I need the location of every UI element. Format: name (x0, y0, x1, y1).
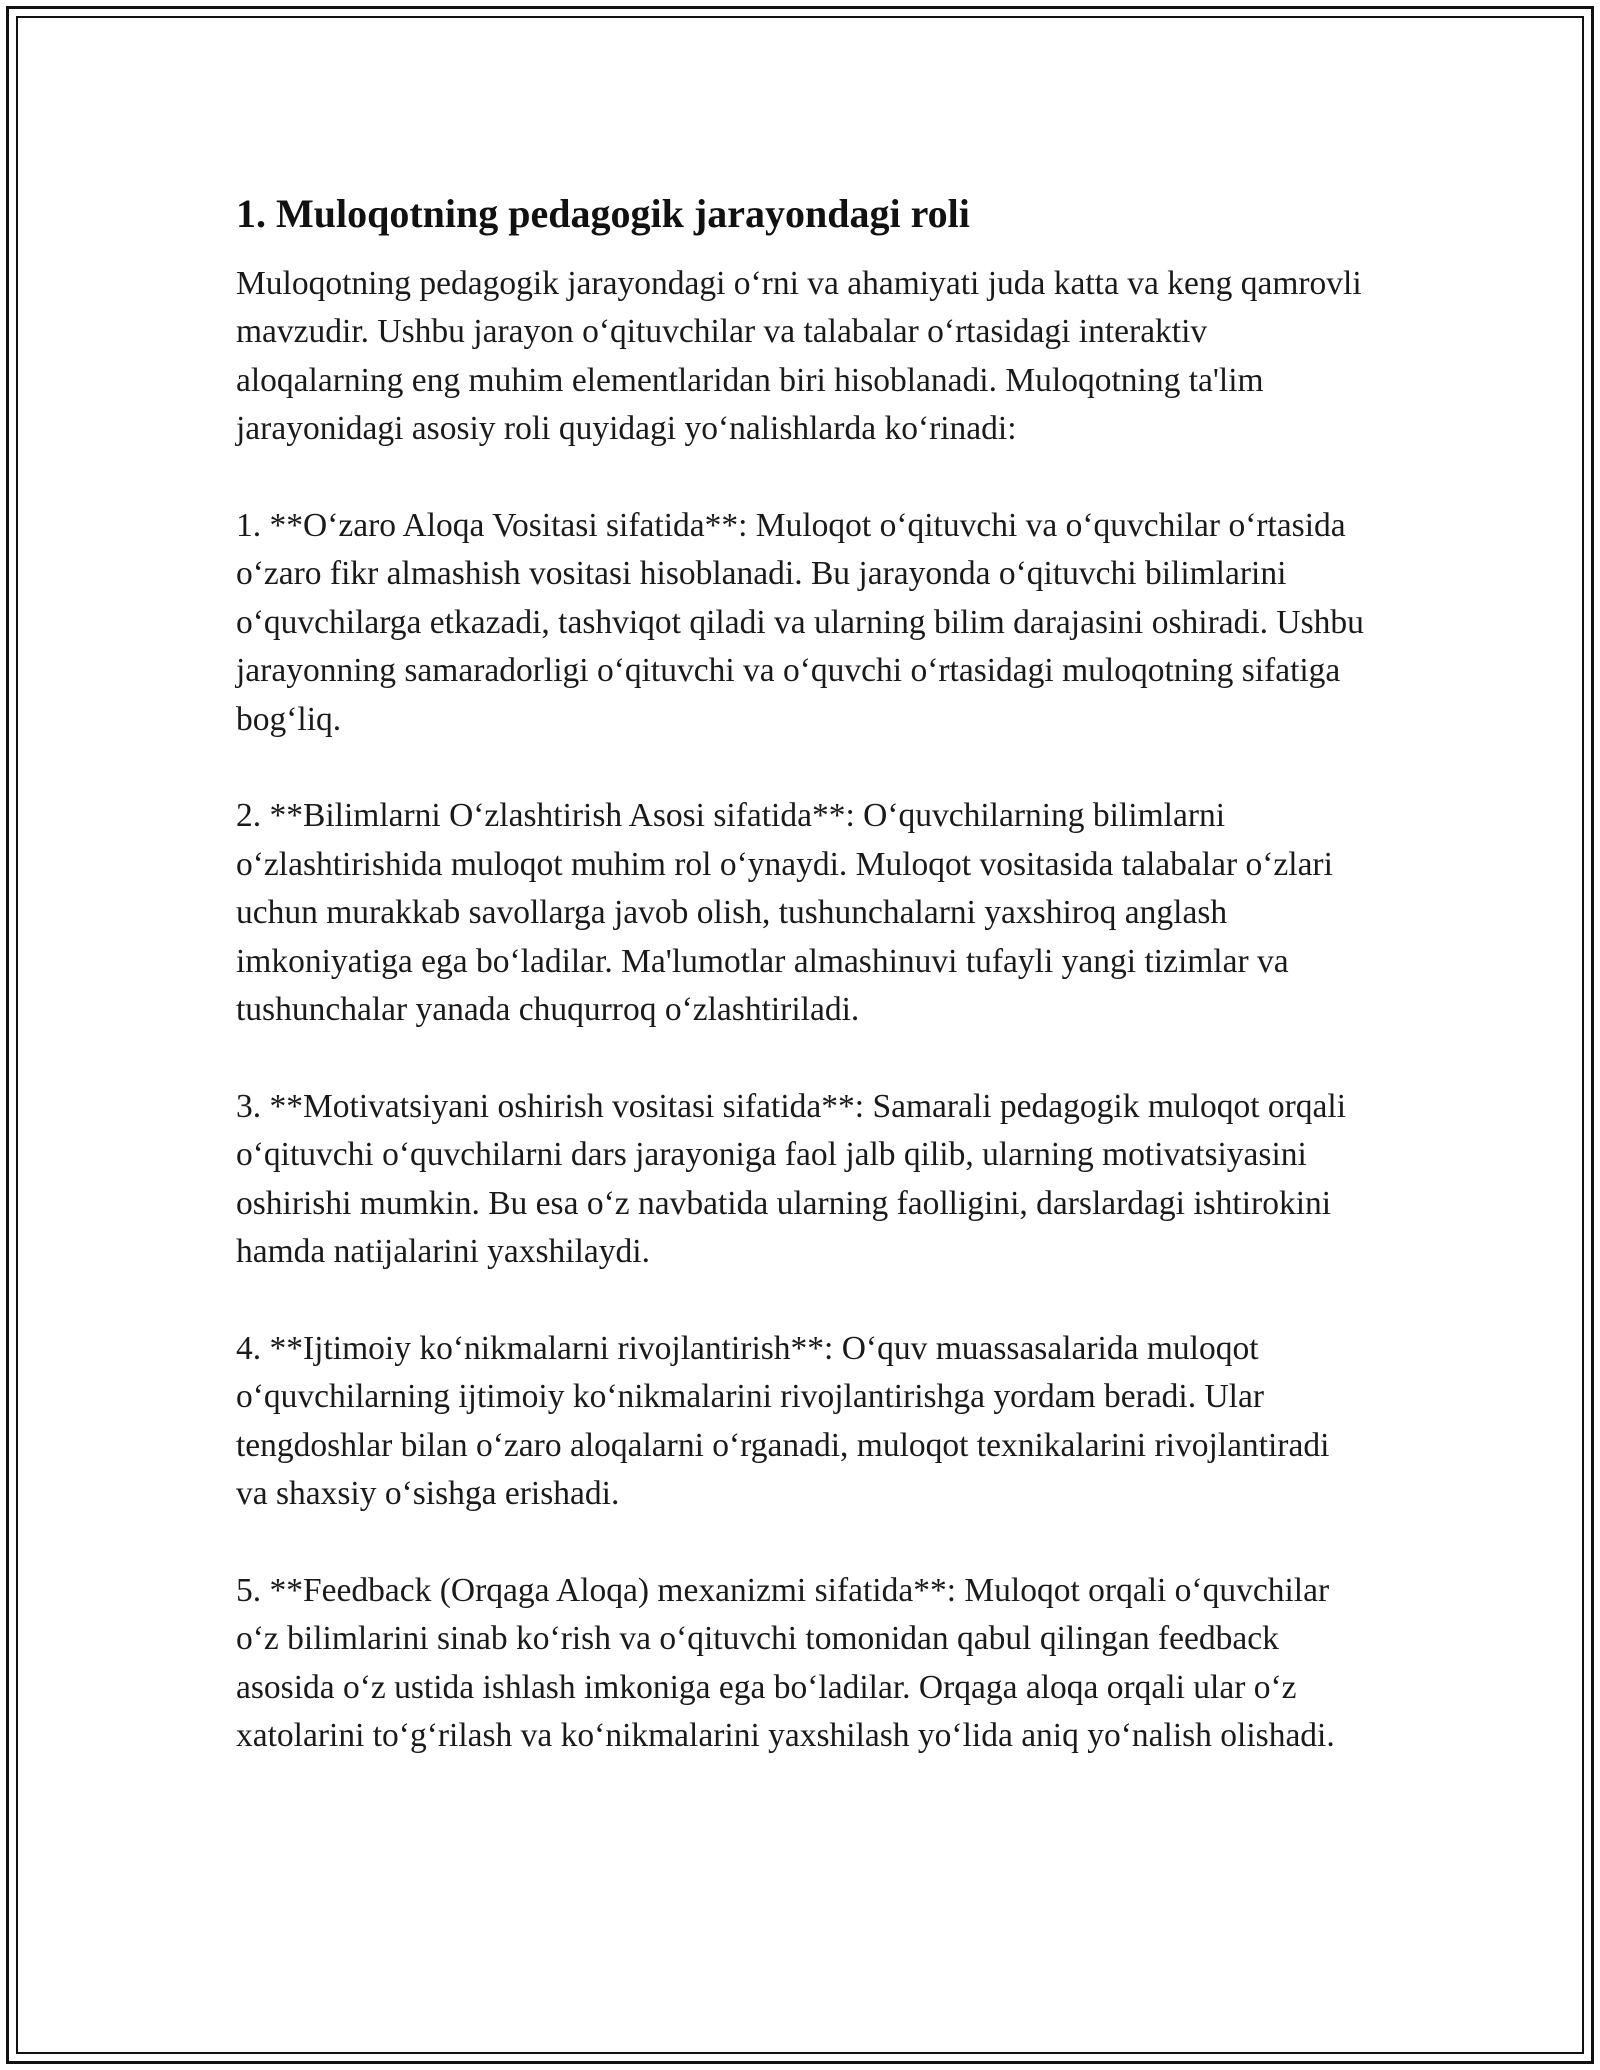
list-item-paragraph-2: 2. **Bilimlarni O‘zlashtirish Asosi sifatida**: O‘quvchilarning bilimlarni o‘zlashtirishida muloqot muhim rol o‘ynaydi. Muloqot vositasida talabalar o‘zlari uchun murakkab savollarga javob olish, tushunchalarni yaxshiroq anglash imkoniyatiga ega bo‘ladilar. Ma'lumotlar almashinuvi tufayli yangi tizimlar va tushunchalar yanada chuqurroq o‘zlashtiriladi. (236, 797, 1333, 1029)
list-item-paragraph-3: 3. **Motivatsiyani oshirish vositasi sifatida**: Samarali pedagogik muloqot orqali o‘qituvchi o‘quvchilarni dars jarayoniga faol jalb qilib, ularning motivatsiyasini oshirishi mumkin. Bu esa o‘z navbatida ularning faolligini, darslardagi ishtirokini hamda natijalarini yaxshilaydi. (236, 1087, 1347, 1271)
intro-paragraph: Muloqotning pedagogik jarayondagi o‘rni va ahamiyati juda katta va keng qamrovli mavzudir. Ushbu jarayon o‘qituvchilar va talabalar o‘rtasidagi interaktiv aloqalarning eng muhim elementlaridan biri hisoblanadi. Muloqotning ta'lim jarayonidagi asosiy roli quyidagi yo‘nalishlarda ko‘rinadi: (236, 265, 1362, 448)
section-heading: 1. Muloqotning pedagogik jarayondagi roli (236, 191, 970, 236)
document-body (236, 186, 1366, 1809)
list-item-paragraph-4: 4. **Ijtimoiy ko‘nikmalarni rivojlantirish**: O‘quv muassasalarida muloqot o‘quvchilarning ijtimoiy ko‘nikmalarini rivojlantirishga yordam beradi. Ular tengdoshlar bilan o‘zaro aloqalarni o‘rganadi, muloqot texnikalarini rivojlantiradi va shaxsiy o‘sishga erishadi. (236, 1329, 1330, 1513)
list-item-paragraph-5: 5. **Feedback (Orqaga Aloqa) mexanizmi sifatida**: Muloqot orqali o‘quvchilar o‘z bilimlarini sinab ko‘rish va o‘qituvchi tomonidan qabul qilingan feedback asosida o‘z ustida ishlash imkoniga ega bo‘ladilar. Orqaga aloqa orqali ular o‘z xatolarini to‘g‘rilash va ko‘nikmalarini yaxshilash yo‘lida aniq yo‘nalish olishadi. (236, 1571, 1335, 1755)
list-item-paragraph-1: 1. **O‘zaro Aloqa Vositasi sifatida**: Muloqot o‘qituvchi va o‘quvchilar o‘rtasida o‘zaro fikr almashish vositasi hisoblanadi. Bu jarayonda o‘qituvchi bilimlarini o‘quvchilarga etkazadi, tashviqot qiladi va ularning bilim darajasini oshiradi. Ushbu jarayonning samaradorligi o‘qituvchi va o‘quvchi o‘rtasidagi muloqotning sifatiga bog‘liq. (236, 507, 1364, 738)
